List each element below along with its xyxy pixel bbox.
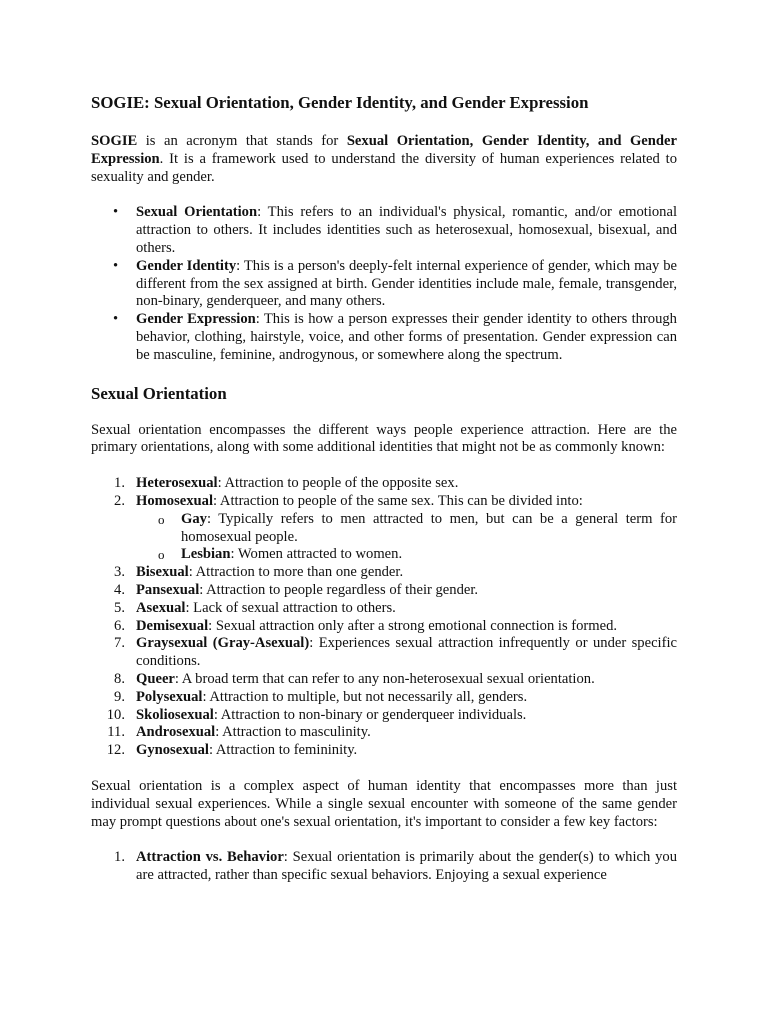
list-item: 9. Polysexual: Attraction to multiple, but not necessarily all, genders. — [114, 688, 528, 705]
list-item: • Gender Identity: This is a person's deeply-felt internal experience of gender, which may be different from the sex assigned at birth. Gender identities include male, female, transgender, non-binary, genderqueer, and many others. — [113, 257, 677, 310]
intro-term: SOGIE — [91, 133, 138, 149]
list-item: 3. Bisexual: Attraction to more than one gender. — [114, 564, 404, 581]
intro-expansion: Sexual Orientation, Gender Identity, and Gender Expression — [91, 133, 677, 167]
bullet-icon: • — [113, 311, 119, 328]
list-item: o Gay: Typically refers to men attracted to men, but can be a general term for homosexual people. — [158, 510, 677, 545]
components-list — [91, 204, 677, 364]
list-item: 11. Androsexual: Attraction to masculinity. — [107, 724, 371, 741]
section-heading: Sexual Orientation — [91, 383, 227, 403]
bullet-icon: • — [113, 257, 119, 274]
list-item: 1. Heterosexual: Attraction to people of the opposite sex. — [114, 475, 459, 492]
list-item: o Lesbian: Women attracted to women. — [158, 546, 403, 563]
circle-bullet-icon: o — [158, 547, 165, 563]
factors-list — [91, 849, 677, 885]
list-item: 4. Pansexual: Attraction to people regardless of their gender. — [114, 581, 479, 598]
homosexual-sublist — [136, 511, 677, 564]
section-intro-paragraph: Sexual orientation encompasses the different ways people experience attraction. Here are the primary orientations, along with some additional identities that might not be as commonly known: — [91, 421, 677, 456]
orientations-list — [91, 475, 677, 760]
list-item: • Gender Expression: This is how a person expresses their gender identity to others through behavior, clothing, hairstyle, voice, and other forms of presentation. Gender expression can be masculine, feminine, androgynous, or somewhere along the spectrum. — [113, 311, 677, 363]
complexity-paragraph: Sexual orientation is a complex aspect of human identity that encompasses more than just individual sexual experiences. While a single sexual encounter with someone of the same gender may prompt questions about one's sexual orientation, it's important to consider a few key factors: — [91, 777, 677, 830]
list-item: 10. Skoliosexual: Attraction to non-binary or genderqueer individuals. — [106, 706, 527, 723]
list-item: • Sexual Orientation: This refers to an individual's physical, romantic, and/or emotional attraction to others. It includes identities such as heterosexual, homosexual, bisexual, and others. — [113, 204, 678, 256]
list-item: 2. Homosexual: Attraction to people of the same sex. This can be divided into: o Gay: Typically refers to men attracted to men, but can be a general term for homosexual people. o Lesbian: Women attracted to women. — [114, 492, 677, 563]
document-title: SOGIE: Sexual Orientation, Gender Identity, and Gender Expression — [91, 93, 589, 112]
list-item: 8. Queer: A broad term that can refer to any non-heterosexual sexual orientation. — [114, 670, 595, 687]
list-item: 5. Asexual: Lack of sexual attraction to others. — [114, 599, 396, 616]
list-item: 12. Gynosexual: Attraction to femininity. — [106, 742, 358, 759]
circle-bullet-icon: o — [158, 511, 165, 527]
list-item: 1. Attraction vs. Behavior: Sexual orientation is primarily about the gender(s) to which you are attracted, rather than specific sexual behaviors. Enjoying a sexual experience — [114, 849, 677, 884]
bullet-icon: • — [113, 204, 119, 221]
document-body — [91, 92, 677, 903]
intro-paragraph: SOGIE is an acronym that stands for Sexual Orientation, Gender Identity, and Gender Expression. It is a framework used to understand the diversity of human experiences related to sexuality and gender. — [91, 133, 677, 185]
list-item: 6. Demisexual: Sexual attraction only after a strong emotional connection is formed. — [114, 617, 618, 634]
list-item: 7. Graysexual (Gray-Asexual): Experiences sexual attraction infrequently or under specific conditions. — [114, 635, 677, 670]
